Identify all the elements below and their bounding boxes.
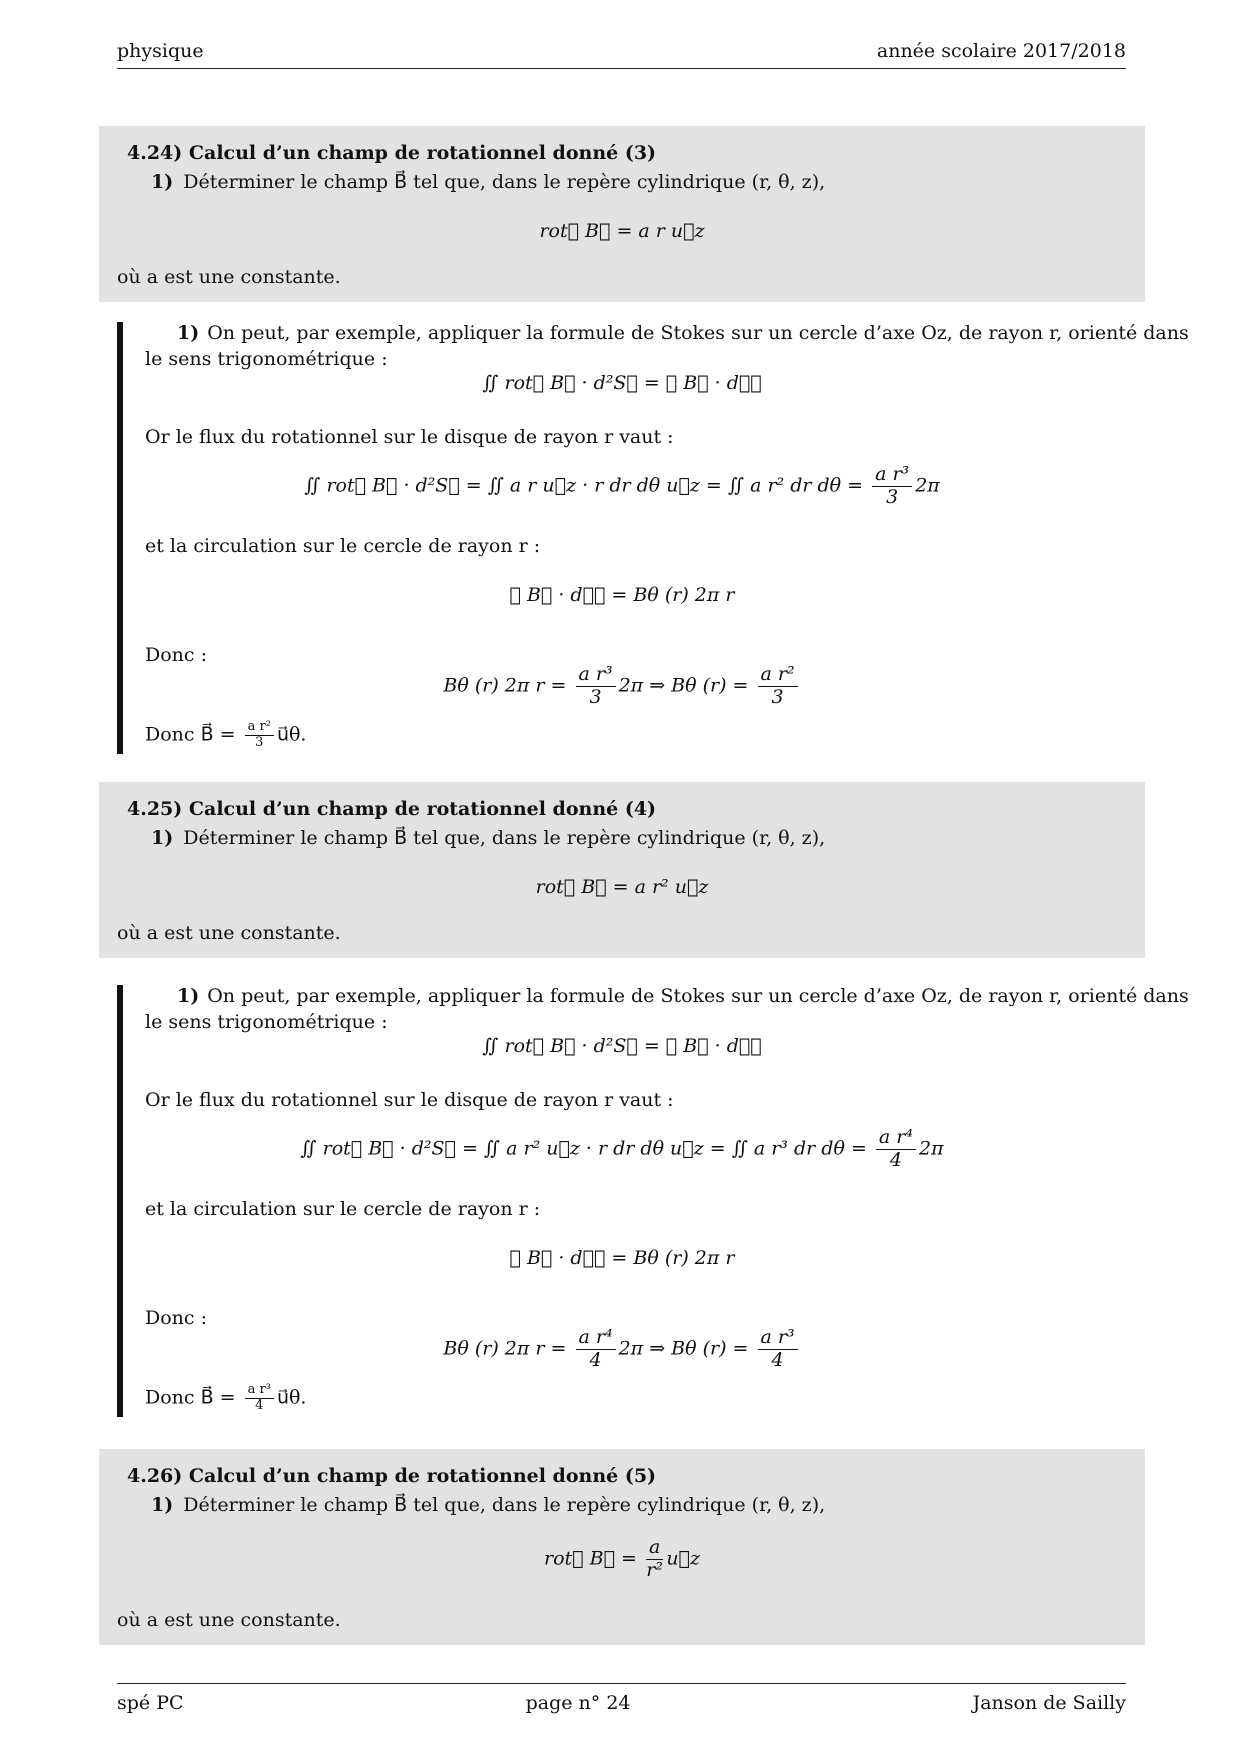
solution-block-4-24 — [117, 322, 1189, 754]
question-number: 1) — [151, 171, 174, 193]
conclusion-denominator: 4 — [255, 1397, 264, 1413]
page-header — [117, 40, 1126, 69]
exercise-box-4-24 — [99, 126, 1145, 302]
question-number: 1) — [151, 1494, 174, 1516]
flux-equation — [117, 1127, 1127, 1172]
final-fraction-2 — [758, 664, 798, 709]
solution-intro-text: On peut, par exemple, appliquer la formule de Stokes sur un cercle d’axe Oz, de rayon r, orienté dans — [207, 985, 1189, 1007]
final-lhs: Bθ (r) 2π r = — [443, 674, 567, 697]
solution-intro — [177, 322, 1189, 344]
final-denominator-1: 4 — [589, 1348, 602, 1371]
header-year: année scolaire 2017/2018 — [876, 40, 1126, 62]
circulation-equation: ∮ B⃗ · dℓ⃗ = Bθ (r) 2π r — [509, 584, 735, 606]
final-fraction-1 — [576, 664, 616, 709]
exercise-box-4-26 — [99, 1449, 1145, 1645]
conclusion-numerator: a r³ — [245, 1383, 274, 1399]
conclusion-prefix: Donc B⃗ = — [145, 1386, 236, 1409]
question-number: 1) — [151, 827, 174, 849]
exercise-title: 4.24) Calcul d’un champ de rotationnel donné (3) — [127, 142, 657, 164]
flux-equation — [117, 464, 1127, 509]
conclusion-suffix: u⃗θ. — [276, 723, 307, 746]
final-equation — [117, 1327, 1127, 1372]
solution-intro — [177, 985, 1189, 1007]
conclusion-denominator: 3 — [255, 734, 264, 750]
final-middle: 2π ⇒ Bθ (r) = — [618, 1337, 749, 1360]
conclusion — [145, 720, 306, 751]
flux-numerator: a r⁴ — [876, 1127, 916, 1150]
final-equation — [117, 664, 1127, 709]
solution-intro-cont: le sens trigonométrique : — [145, 348, 388, 370]
solution-number: 1) — [177, 322, 200, 344]
circulation-text: et la circulation sur le cercle de rayon r : — [145, 1198, 541, 1220]
exercise-box-4-25 — [99, 782, 1145, 958]
equation-fraction — [646, 1537, 663, 1582]
final-fraction-1 — [576, 1327, 616, 1372]
page-footer — [117, 1683, 1126, 1722]
footer-page-number: page n° 24 — [525, 1692, 631, 1714]
flux-text: Or le flux du rotationnel sur le disque de rayon r vaut : — [145, 1089, 674, 1111]
exercise-note: où a est une constante. — [117, 922, 341, 944]
flux-text: Or le flux du rotationnel sur le disque de rayon r vaut : — [145, 426, 674, 448]
final-lhs: Bθ (r) 2π r = — [443, 1337, 567, 1360]
flux-fraction — [872, 464, 912, 509]
final-denominator-2: 3 — [771, 685, 784, 708]
flux-denominator: 4 — [889, 1148, 902, 1171]
final-numerator-1: a r⁴ — [576, 1327, 616, 1350]
flux-equation-lhs: ∬ rot⃗ B⃗ · d²S⃗ = ∬ a r u⃗z · r dr dθ u⃗z = ∬ a r² dr dθ = — [304, 474, 864, 497]
equation-numerator: a — [646, 1537, 663, 1560]
exercise-question — [151, 171, 825, 193]
conclusion-numerator: a r² — [245, 720, 274, 736]
footer-school: Janson de Sailly — [972, 1692, 1126, 1714]
exercise-question — [151, 1494, 825, 1516]
exercise-question — [151, 827, 825, 849]
exercise-note: où a est une constante. — [117, 266, 341, 288]
final-middle: 2π ⇒ Bθ (r) = — [618, 674, 749, 697]
exercise-note: où a est une constante. — [117, 1609, 341, 1631]
exercise-title: 4.26) Calcul d’un champ de rotationnel donné (5) — [127, 1465, 657, 1487]
exercise-equation: rot⃗ B⃗ = a r² u⃗z — [535, 876, 709, 898]
circulation-text: et la circulation sur le cercle de rayon r : — [145, 535, 541, 557]
flux-fraction — [876, 1127, 916, 1172]
solution-intro-cont: le sens trigonométrique : — [145, 1011, 388, 1033]
flux-tail: 2π — [915, 474, 940, 497]
final-numerator-2: a r³ — [758, 1327, 798, 1350]
final-denominator-2: 4 — [771, 1348, 784, 1371]
solution-block-4-25 — [117, 985, 1189, 1417]
exercise-title: 4.25) Calcul d’un champ de rotationnel donné (4) — [127, 798, 657, 820]
question-text: Déterminer le champ B⃗ tel que, dans le repère cylindrique (r, θ, z), — [183, 1494, 826, 1516]
conclusion-fraction — [245, 720, 274, 751]
final-fraction-2 — [758, 1327, 798, 1372]
flux-equation-lhs: ∬ rot⃗ B⃗ · d²S⃗ = ∬ a r² u⃗z · r dr dθ u⃗z = ∬ a r³ dr dθ = — [300, 1137, 867, 1160]
final-denominator-1: 3 — [589, 685, 602, 708]
question-text: Déterminer le champ B⃗ tel que, dans le repère cylindrique (r, θ, z), — [183, 171, 826, 193]
question-text: Déterminer le champ B⃗ tel que, dans le repère cylindrique (r, θ, z), — [183, 827, 826, 849]
stokes-equation: ∬ rot⃗ B⃗ · d²S⃗ = ∮ B⃗ · dℓ⃗ — [482, 372, 762, 394]
flux-tail: 2π — [919, 1137, 944, 1160]
circulation-equation: ∮ B⃗ · dℓ⃗ = Bθ (r) 2π r — [509, 1247, 735, 1269]
conclusion-suffix: u⃗θ. — [276, 1386, 307, 1409]
exercise-equation — [99, 1537, 1145, 1582]
flux-numerator: a r³ — [872, 464, 912, 487]
solution-intro-text: On peut, par exemple, appliquer la formule de Stokes sur un cercle d’axe Oz, de rayon r, orienté dans — [207, 322, 1189, 344]
conclusion-fraction — [245, 1383, 274, 1414]
header-subject: physique — [117, 40, 204, 62]
final-numerator-2: a r² — [758, 664, 798, 687]
final-numerator-1: a r³ — [576, 664, 616, 687]
equation-denominator: r² — [646, 1558, 663, 1581]
flux-denominator: 3 — [886, 485, 899, 508]
equation-lhs: rot⃗ B⃗ = — [544, 1547, 637, 1570]
footer-class: spé PC — [117, 1692, 184, 1714]
donc-label: Donc : — [145, 1307, 207, 1329]
stokes-equation: ∬ rot⃗ B⃗ · d²S⃗ = ∮ B⃗ · dℓ⃗ — [482, 1035, 762, 1057]
solution-number: 1) — [177, 985, 200, 1007]
exercise-equation: rot⃗ B⃗ = a r u⃗z — [539, 220, 705, 242]
donc-label: Donc : — [145, 644, 207, 666]
conclusion — [145, 1383, 306, 1414]
conclusion-prefix: Donc B⃗ = — [145, 723, 236, 746]
equation-rhs: u⃗z — [666, 1547, 700, 1570]
